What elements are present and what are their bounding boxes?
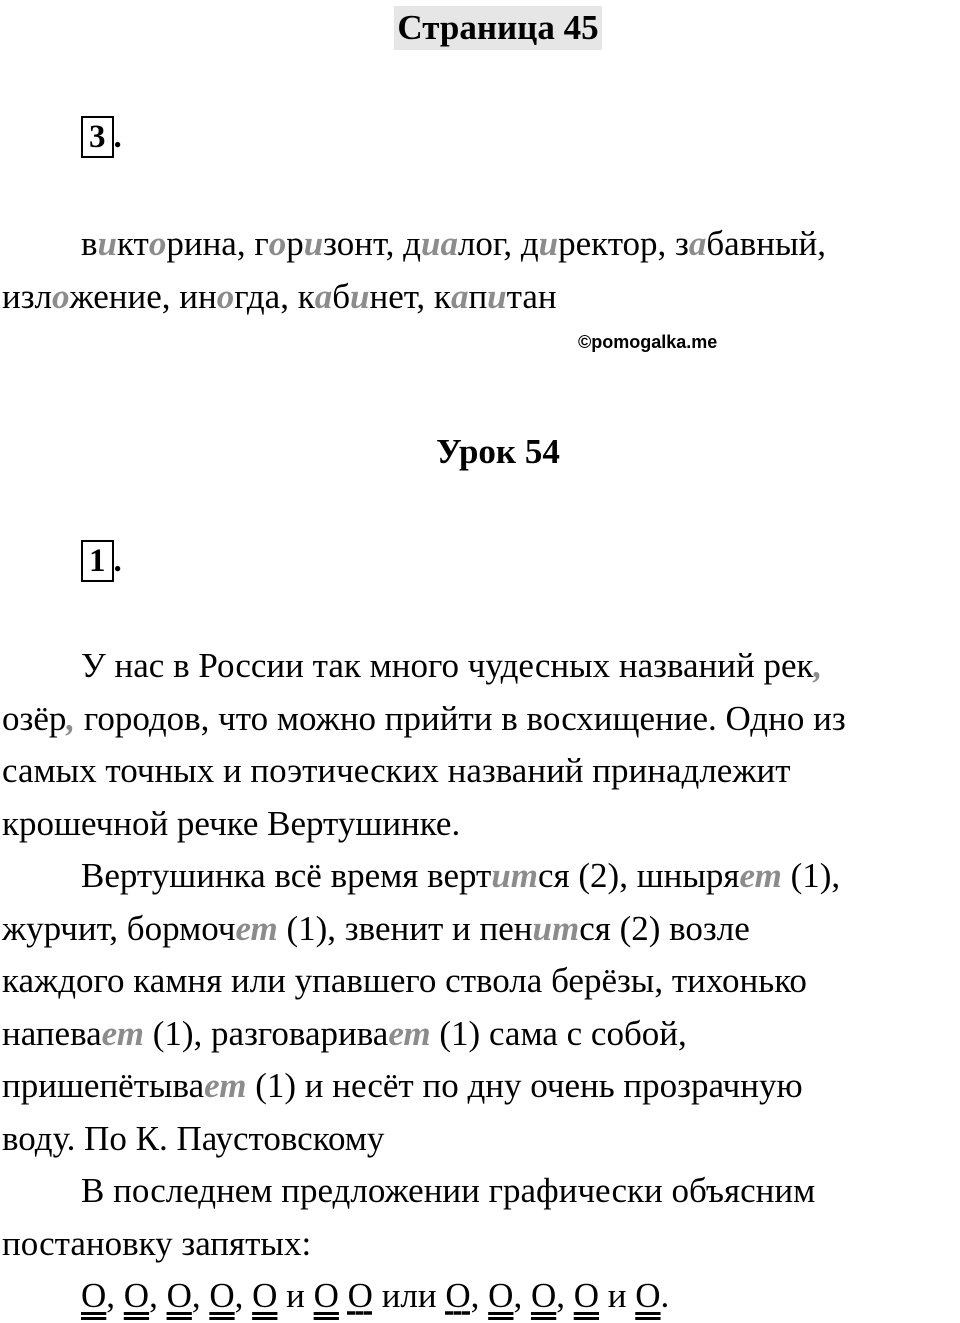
adverbial-symbol: О <box>445 1276 471 1315</box>
text-line <box>2 798 960 851</box>
text-fragment: постановку запятых: <box>2 1223 312 1263</box>
predicate-symbol: О <box>313 1276 339 1315</box>
text-fragment: тан <box>506 276 557 316</box>
highlighted-letters: а <box>314 276 333 316</box>
task-3-number <box>81 116 122 158</box>
highlighted-letters: ет <box>204 1066 247 1105</box>
text-fragment: напева <box>2 1013 102 1053</box>
text-fragment: , <box>191 1276 210 1315</box>
text-fragment: , <box>470 1276 489 1315</box>
predicate-symbol: О <box>252 1276 278 1315</box>
task-number-box: 1 <box>81 540 114 582</box>
text-fragment: . <box>660 1276 670 1315</box>
text-fragment: нет, к <box>369 276 451 316</box>
highlighted-letters: о <box>216 276 235 316</box>
text-fragment: , <box>513 1276 531 1315</box>
text-fragment <box>339 1276 348 1315</box>
highlighted-letters: и <box>487 276 507 316</box>
text-fragment: зонт, д <box>323 224 421 263</box>
text-fragment: каждого камня или упавшего ствола берёзы, тихонько <box>2 961 807 1000</box>
task-3-text <box>2 218 960 323</box>
text-fragment: , <box>234 1276 253 1315</box>
text-fragment: В последнем предложении графически объясним <box>81 1171 816 1210</box>
highlighted-letters: и <box>303 224 324 263</box>
text-fragment: лог, д <box>457 224 539 263</box>
text-line <box>2 745 960 798</box>
task-number-dot: . <box>113 543 122 579</box>
predicate-symbol: О <box>530 1276 557 1315</box>
text-fragment: рина, г <box>166 224 269 263</box>
highlighted-letters: а <box>688 224 707 263</box>
text-fragment: , <box>556 1276 574 1315</box>
text-fragment: в <box>81 224 98 263</box>
text-fragment: п <box>468 276 488 316</box>
highlighted-letters: иа <box>421 224 458 263</box>
text-line <box>2 693 960 746</box>
highlighted-letters: ит <box>532 908 580 948</box>
text-line <box>2 1060 960 1113</box>
text-line <box>2 903 960 956</box>
text-fragment: или <box>372 1276 446 1315</box>
predicate-symbol: О <box>488 1276 514 1315</box>
text-fragment: , <box>149 1276 167 1315</box>
highlighted-letters: ет <box>235 908 278 948</box>
text-fragment: р <box>286 224 304 263</box>
text-line <box>2 1008 960 1061</box>
highlighted-letters: о <box>148 224 167 263</box>
page-title: Страница 45 <box>394 6 601 50</box>
highlighted-letters: и <box>350 276 370 316</box>
text-fragment: (1), разговарива <box>143 1013 389 1053</box>
text-fragment: жение, ин <box>69 276 217 316</box>
text-fragment: журчит, бормоч <box>2 908 236 948</box>
predicate-symbol: О <box>81 1276 107 1315</box>
text-line <box>2 1113 960 1166</box>
text-line <box>2 1218 960 1271</box>
highlighted-letters: а <box>450 276 469 316</box>
text-line <box>2 955 960 1008</box>
text-fragment: самых точных и поэтических названий принадлежит <box>2 751 791 790</box>
task-1-number <box>81 540 122 582</box>
text-fragment: городов, что можно прийти в восхищение. Одно из <box>75 698 846 738</box>
task-number-box: 3 <box>81 116 114 158</box>
text-fragment: ректор, з <box>558 224 689 263</box>
highlighted-letters: ет <box>388 1013 431 1053</box>
text-fragment: и <box>599 1276 636 1315</box>
text-fragment: (1) сама с собой, <box>430 1013 687 1053</box>
highlighted-letters: ит <box>491 856 539 895</box>
text-line <box>2 1165 960 1218</box>
predicate-symbol: О <box>209 1276 235 1315</box>
predicate-symbol: О <box>573 1276 600 1315</box>
highlighted-letters: ет <box>739 856 782 895</box>
predicate-symbol: О <box>166 1276 192 1315</box>
text-fragment: б <box>332 276 351 316</box>
text-fragment: Вертушинка всё время верт <box>81 856 492 895</box>
task-3-line-2 <box>2 271 960 324</box>
highlighted-letters: ет <box>101 1013 144 1053</box>
text-fragment: У нас в России так много чудесных названий рек <box>81 646 814 685</box>
text-line <box>2 640 960 693</box>
task-number-dot: . <box>113 119 122 155</box>
text-fragment: пришепётыва <box>2 1066 205 1105</box>
text-line <box>2 850 960 903</box>
text-fragment: крошечной речке Вертушинке. <box>2 803 461 843</box>
text-fragment: , <box>106 1276 124 1315</box>
text-fragment: (1), звенит и пен <box>277 908 533 948</box>
text-fragment: ся (2), шныря <box>538 856 740 895</box>
adverbial-symbol: О <box>347 1276 373 1315</box>
text-fragment: озёр <box>2 698 67 738</box>
lesson-title: Урок 54 <box>436 432 560 471</box>
text-fragment: и <box>277 1276 314 1315</box>
highlighted-letters: , <box>66 698 76 738</box>
text-fragment: гда, к <box>234 276 315 316</box>
text-fragment: изл <box>2 276 53 316</box>
watermark: ©pomogalka.me <box>578 332 718 352</box>
text-fragment: ся (2) возле <box>579 908 750 948</box>
highlighted-letters: о <box>52 276 70 316</box>
highlighted-letters: , <box>813 646 823 685</box>
predicate-symbol: О <box>635 1276 661 1315</box>
text-fragment: кт <box>117 224 149 263</box>
page-title-wrapper <box>0 6 960 50</box>
text-fragment: (1), <box>781 856 841 895</box>
highlighted-letters: о <box>268 224 287 263</box>
text-fragment: бавный, <box>706 224 826 263</box>
task-1-text <box>2 640 960 1323</box>
task-3-line-1 <box>2 218 960 271</box>
text-fragment: воду. По К. Паустовскому <box>2 1118 385 1158</box>
text-line <box>2 1270 960 1323</box>
text-fragment: (1) и несёт по дну очень прозрачную <box>246 1066 803 1105</box>
highlighted-letters: и <box>538 224 559 263</box>
predicate-symbol: О <box>123 1276 150 1315</box>
highlighted-letters: и <box>97 224 117 263</box>
